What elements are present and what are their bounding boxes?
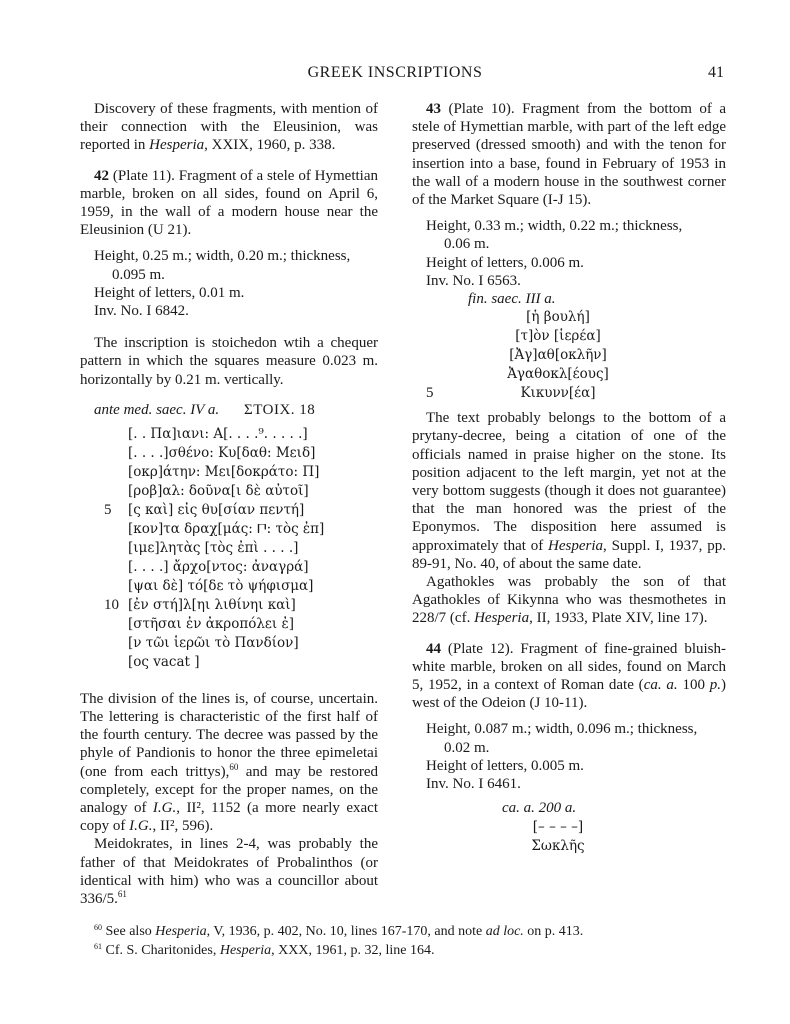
inscription-line [412,818,726,837]
line-text: Ἀγαθοκλ[έους] [507,366,609,383]
line-text: [ἡ βουλή] [526,309,590,326]
entry-44-description: 44 (Plate 12). Fragment of fine-grained bluish-white marble, broken on all sides, found on March 5, 1952, in a context of Roman date (ca. a. 100 p.) west of the Odeion (J 10-11). [412,640,727,712]
entry-44-date: ca. a. 200 a. [502,800,577,817]
inscription-43-text [412,308,726,403]
running-header [0,64,790,84]
entry-44-measurements: Height, 0.087 m.; width, 0.096 m.; thickness, 0.02 m. Height of letters, 0.005 m. Inv. No. I 6461. [426,721,698,793]
page-number: 41 [708,64,724,81]
footnote-ref: 60 [229,761,239,772]
line-text: [. . Πα]ιανι: Α[. . . .⁹. . . . .] [128,425,308,442]
line-text: Σωκλῆς [531,837,585,854]
entry-number: 43 [426,101,441,117]
line-text: [Ἀγ]αθ[οκλῆν] [509,347,607,364]
inscription-line [80,501,378,520]
line-text: [ν τῶι ἱερῶι τὸ Πανδίον] [128,634,299,651]
inscription-line [80,539,378,558]
line-text: [. . . .]σθένο: Κυ[δαθ: Μειδ] [128,444,316,461]
line-text: [ς καὶ] εἰς θυ[σίαν πεντή] [128,501,305,518]
inscription-line [80,425,378,444]
inscription-line [80,653,378,672]
line-number: 10 [104,596,119,613]
inscription-42-text [80,425,378,672]
line-text: [. . . .] ἄρχο[ντος: ἀναγρά] [128,558,309,575]
line-text: [ροβ]αλ: δοῦνα[ι δὲ αὐτοῖ] [128,482,309,499]
inscription-44-text [412,818,726,856]
line-text: [ἐν στή]λ[ηι λιθίνηι καὶ] [128,596,296,613]
line-text: [ος vacat ] [128,653,200,670]
entry-42-measurements: Height, 0.25 m.; width, 0.20 m.; thickness, 0.095 m. Height of letters, 0.01 m. Inv. No. I 6842. [94,248,351,320]
entry-43-date: fin. saec. III a. [468,291,556,308]
right-column [412,100,726,856]
journal-title: Hesperia [149,137,205,154]
line-number: 5 [104,501,112,518]
line-text: [ψαι δὲ] τό[δε τὸ ψήφισμα] [128,577,314,594]
line-text: [στῆσαι ἐν ἀκροπόλει ἐ] [128,615,294,632]
inscription-line [412,308,726,327]
line-text: Κικυνν[έα] [520,385,596,402]
inscription-line [412,327,726,346]
commentary-43-p2: Agathokles was probably the son of that Agathokles of Kikynna who was thesmothetes in 228/7 (cf. Hesperia, II, 1933, Plate XIV, line 17). [412,574,726,627]
inscription-line [80,596,378,615]
entry-number: 44 [426,640,441,657]
commentary-42-p2: Meidokrates, in lines 2-4, was probably the father of that Meidokrates of Probalinthos (or identical with him) who was a councillor about 336/5.61 [80,836,378,908]
entry-43-measurements: Height, 0.33 m.; width, 0.22 m.; thickness, 0.06 m. Height of letters, 0.006 m. Inv. No. I 6563. [426,218,683,289]
footnotes [94,922,734,960]
inscription-line [412,837,726,856]
line-text: [– – – –] [532,818,584,835]
stoichedon-note: The inscription is stoichedon wtih a chequer pattern in which the squares measure 0.023 m. horizontally by 0.21 m. vertically. [80,335,378,388]
footnote-ref: 61 [117,889,127,900]
entry-number: 42 [94,167,109,184]
inscription-line [412,384,726,403]
entry-42-dateline [94,401,378,421]
line-number: 5 [426,385,434,402]
stoichedon-label: ΣΤΟΙΧ. 18 [244,401,316,418]
commentary-42-p1: The division of the lines is, of course, uncertain. The lettering is characteristic of the first half of the fourth century. The decree was passed by the phyle of Pandionis to honor the three epimeletai (one from each trittys),$^{60}$ and may be restored completely, except for the proper names, on the analogy of I.G., II², 1152 (a more nearly exact copy of I.G., II², 596). [80,690,379,835]
entry-43-description: 43 (Plate 10). Fragment from the bottom of a stele of Hymettian marble, with part of the left edge preserved (dressed smooth) and with the tenon for insertion into a base, found in February of 1953 in the wall of a modern house in the southwest corner of the Market Square (I-J 15). [412,101,726,209]
date-label: ante med. saec. IV a. [94,401,220,418]
inscription-line [412,346,726,365]
intro-paragraph: Discovery of these fragments, with mention of their connection with the Eleusinion, was reported in Hesperia, XXIX, 1960, p. 338. [80,101,378,154]
inscription-line [80,520,378,539]
line-text: [τ]ὸν [ἱερέα] [515,328,601,345]
inscription-line [80,482,378,501]
inscription-line [80,463,378,482]
line-text: [οκρ]άτην: Μει[δοκράτο: Π] [128,463,320,480]
inscription-line [80,615,378,634]
running-title: GREEK INSCRIPTIONS [307,64,483,81]
inscription-line [80,577,378,596]
inscription-line [412,365,726,384]
commentary-43-p1: The text probably belongs to the bottom of a prytany-decree, being a citation of one of the officials named in praise higher on the stone. Its position adjacent to the left margin, yet not at the very bottom suggests (though it does not guarantee) that the man honored was the priest of the Eponymos. The disposition here assumed is approximately that of Hesperia, Suppl. I, 1937, pp. 89-91, No. 40, of about the same date. [412,410,726,572]
inscription-line [80,444,378,463]
left-column [80,100,378,908]
inscription-line [80,558,378,577]
entry-42-description: 42 (Plate 11). Fragment of a stele of Hymettian marble, broken on all sides, found on April 6, 1959, in the wall of a modern house near the Eleusinion (U 21). [80,167,378,239]
footnote-61: $^{61}$ Cf. S. Charitonides, Hesperia, XXX, 1961, p. 32, line 164. [94,942,435,958]
line-text: [ιμε]λητὰς [τὸς ἐπὶ . . . .] [128,539,299,556]
line-text: [κον]τα δραχ[μάς: 𐅃: τὸς ἐπ] [128,520,325,537]
footnote-60: $^{60}$ See also Hesperia, V, 1936, p. 402, No. 10, lines 167-170, and note ad loc. on p. 413. [94,923,584,939]
inscription-line [80,634,378,653]
